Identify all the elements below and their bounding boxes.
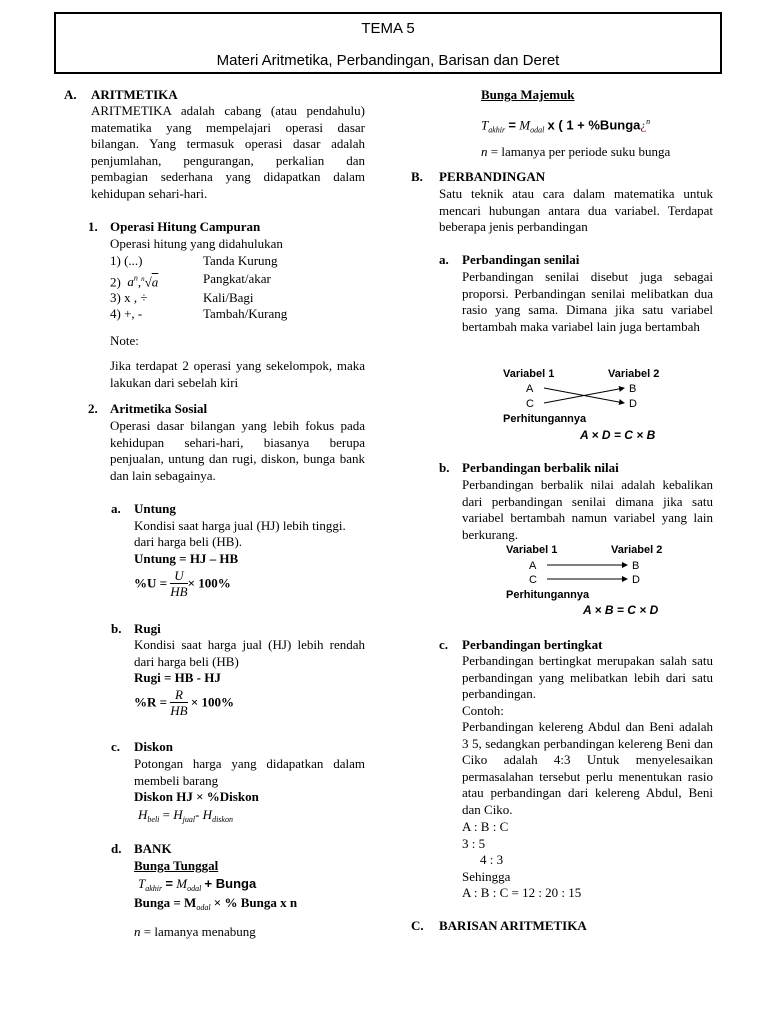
op-row-4: 4) +, - xyxy=(110,306,143,321)
diag1-c: C xyxy=(526,398,534,410)
section-a-body: ARITMETIKA adalah cabang (atau pendahulu) matematika yang mempelajari operasi dasar bilangan. Yang termasuk operasi dasar adalah penjumlahan, pengurangan, perkalian dan pembagian sederhana yang didapatkan dalam kehidupan sehari-hari. xyxy=(91,103,365,201)
note-label: Note: xyxy=(110,333,139,348)
section-c-title: BARISAN ARITMETIKA xyxy=(439,918,587,933)
bertingkat-title: Perbandingan bertingkat xyxy=(462,637,603,652)
s2-title: Aritmetika Sosial xyxy=(110,401,208,416)
untung-title: Untung xyxy=(134,501,176,516)
bertingkat-body: Perbandingan bertingkat merupakan salah satu perbandingan yang melibatkan lebih dari satu perbandingan. xyxy=(462,653,713,701)
s1-intro: Operasi hitung yang didahulukan xyxy=(110,236,283,251)
senilai-title: Perbandingan senilai xyxy=(462,252,580,267)
diskon-letter: c. xyxy=(111,739,121,754)
diag2-a: A xyxy=(529,560,537,572)
op-row-2: 2) $a^n,^n√a$ xyxy=(110,274,159,290)
diag2-c: C xyxy=(529,574,537,586)
diag2-parallel-arrows xyxy=(543,558,633,588)
bunga-majemuk-title: Bunga Majemuk xyxy=(481,87,575,102)
op-row-2-desc: Pangkat/akar xyxy=(203,271,271,286)
diag1-d: D xyxy=(629,398,637,410)
contoh-text: Perbandingan kelereng Abdul dan Beni adalah 3 5, sedangkan perbandingan kelereng Beni dan Ciko adalah 4:3 Untuk menyelesaikan permasalahan tersebut perlu menentukan rasio atau perbandingan dari kelereng Abdul, Beni dan Ciko. xyxy=(462,719,713,817)
section-b-title: PERBANDINGAN xyxy=(439,169,546,184)
untung-line1: Kondisi saat harga jual (HJ) lebih tinggi. xyxy=(134,518,346,533)
op-row-1: 1) (...) xyxy=(110,253,143,268)
rugi-letter: b. xyxy=(111,621,122,636)
s1-title: Operasi Hitung Campuran xyxy=(110,219,261,234)
diag1-var1: Variabel 1 xyxy=(503,368,555,380)
section-a-title: ARITMETIKA xyxy=(91,87,178,102)
diag1-cross-arrows xyxy=(540,381,630,411)
n-note-right: n = lamanya per periode suku bunga xyxy=(481,144,671,159)
ratio-line-4: Sehingga xyxy=(462,869,511,884)
diag2-equation: A × B = C × D xyxy=(583,603,659,617)
op-row-4-desc: Tambah/Kurang xyxy=(203,306,288,321)
diag2-var1: Variabel 1 xyxy=(506,544,558,556)
untung-letter: a. xyxy=(111,501,121,516)
rugi-formula: Rugi = HB - HJ xyxy=(134,670,221,685)
title-box xyxy=(54,12,722,74)
diag2-calc-label: Perhitungannya xyxy=(506,589,590,601)
diskon-title: Diskon xyxy=(134,739,174,754)
theme-subtitle: Materi Aritmetika, Perbandingan, Barisan dan Deret xyxy=(216,52,560,69)
diag1-a: A xyxy=(526,383,534,395)
section-b-letter: B. xyxy=(411,169,423,184)
s1-number: 1. xyxy=(88,219,98,234)
ratio-line-3: 4 : 3 xyxy=(480,852,504,867)
s2-number: 2. xyxy=(88,401,98,416)
ratio-line-1: A : B : C xyxy=(462,819,509,834)
diag2-var2: Variabel 2 xyxy=(611,544,663,556)
bunga-tunggal-formula: $T_{akhir} = M_{odal}$ + Bunga xyxy=(138,876,257,893)
diag2-d: D xyxy=(632,574,640,586)
diag1-var2: Variabel 2 xyxy=(608,368,660,380)
senilai-body: Perbandingan senilai disebut juga sebagai proporsi. Perbandingan senilai melibatkan dua rasio yang sama. Dimana jika satu variabel bertambah maka variabel lain juga bertambah xyxy=(462,269,713,334)
bunga-tunggal-title: Bunga Tunggal xyxy=(134,858,219,873)
ratio-line-2: 3 : 5 xyxy=(462,836,486,851)
op-row-3: 3) x , ÷ xyxy=(110,290,148,305)
s2-body: Operasi dasar bilangan yang lebih fokus pada kehidupan sehari-hari, biasanya berupa penjualan, untung dan rugi, diskon, bunga bank dan lain sebagainya. xyxy=(110,418,365,483)
section-a-letter: A. xyxy=(64,87,77,102)
untung-formula: Untung = HJ – HB xyxy=(134,551,239,566)
section-c-letter: C. xyxy=(411,918,424,933)
contoh-label: Contoh: xyxy=(462,703,504,718)
untung-percent-formula: %U = $\frac{U}{HB}$ × 100% xyxy=(134,568,231,599)
diag1-calc-label: Perhitungannya xyxy=(503,413,587,425)
berbalik-body: Perbandingan berbalik nilai adalah kebalikan dari perbandingan senilai dimana jika satu variabel bertambah namun variabel yang lain berkurang. xyxy=(462,477,713,542)
berbalik-letter: b. xyxy=(439,460,450,475)
diag2-b: B xyxy=(632,560,640,572)
diag1-b: B xyxy=(629,383,637,395)
bunga-formula: Bunga = $M_{odal}$ × % Bunga x n xyxy=(134,895,298,912)
bank-title: BANK xyxy=(134,841,172,856)
op-row-1-desc: Tanda Kurung xyxy=(203,253,278,268)
ratio-result: A : B : C = 12 : 20 : 15 xyxy=(462,885,582,900)
section-b-body: Satu teknik atau cara dalam matematika untuk mencari hubungan antara dua variabel. Terdapat beberapa jenis perbandingan xyxy=(439,186,713,234)
diskon-formula: Diskon HJ × %Diskon xyxy=(134,789,259,804)
rugi-percent-formula: %R = $\frac{R}{HB}$ × 100% xyxy=(134,687,235,718)
bank-letter: d. xyxy=(111,841,122,856)
bertingkat-letter: c. xyxy=(439,637,449,652)
berbalik-title: Perbandingan berbalik nilai xyxy=(462,460,619,475)
note-text: Jika terdapat 2 operasi yang sekelompok, maka lakukan dari sebelah kiri xyxy=(110,358,365,390)
senilai-letter: a. xyxy=(439,252,449,267)
theme-title: TEMA 5 xyxy=(361,20,415,37)
rugi-body: Kondisi saat harga jual (HJ) lebih rendah dari harga beli (HB) xyxy=(134,637,365,669)
op-row-3-desc: Kali/Bagi xyxy=(203,290,254,305)
untung-line2: dari harga beli (HB). xyxy=(134,534,243,549)
bunga-majemuk-formula: $T_{akhir} = M_{odal}$ x ( 1 + %Bunga¿$^n$ xyxy=(481,117,651,135)
diag1-equation: A × D = C × B xyxy=(580,428,656,442)
rugi-title: Rugi xyxy=(134,621,161,636)
diskon-body: Potongan harga yang didapatkan dalam membeli barang xyxy=(134,756,365,788)
harga-beli-formula: $H_{beli} = H_{jual}-$ $H_{diskon}$ xyxy=(138,807,233,824)
n-note-left: n = lamanya menabung xyxy=(134,924,256,939)
